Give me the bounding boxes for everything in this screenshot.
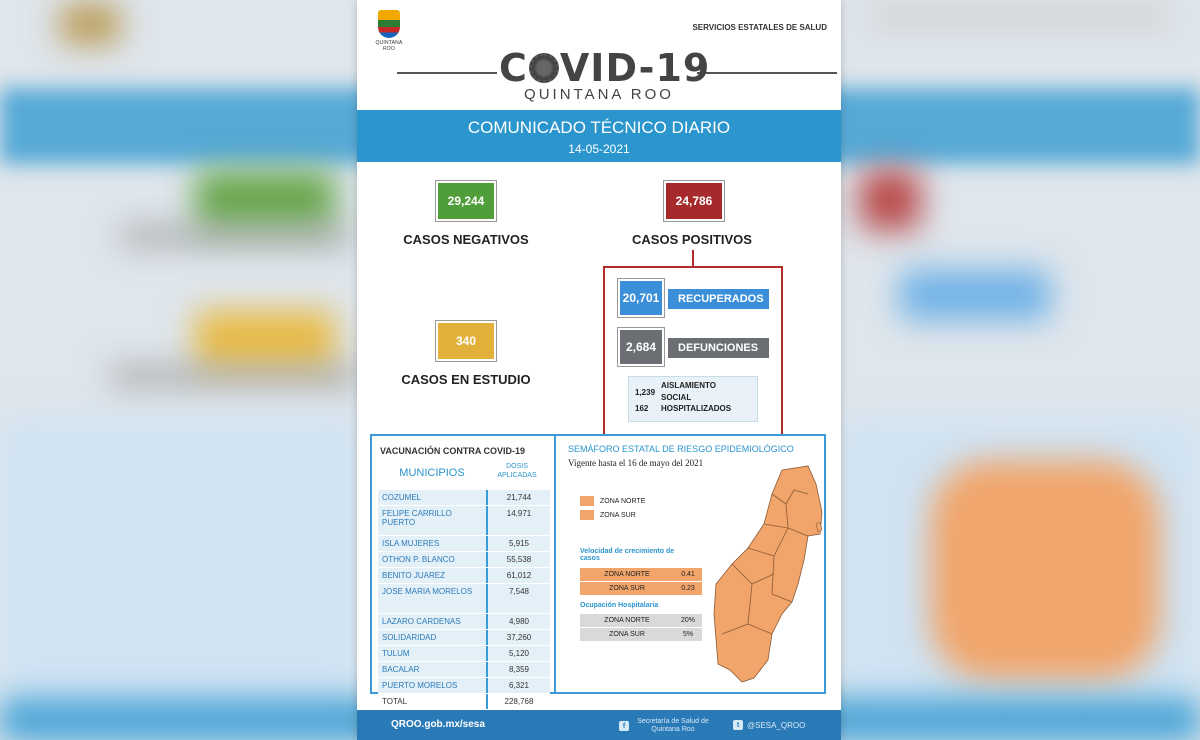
total-label: TOTAL xyxy=(378,694,486,709)
table-row xyxy=(378,678,550,694)
main-subtitle: QUINTANA ROO xyxy=(524,86,674,103)
vaccination-title: VACUNACIÓN CONTRA COVID-19 xyxy=(380,446,526,456)
dosis-cell: 6,321 xyxy=(486,678,550,693)
dosis-cell: 8,359 xyxy=(486,662,550,677)
table-row xyxy=(378,506,550,536)
dosis-cell: 37,260 xyxy=(486,630,550,645)
municipio-cell: SOLIDARIDAD xyxy=(378,630,486,645)
municipio-cell: BACALAR xyxy=(378,662,486,677)
dosis-cell: 55,538 xyxy=(486,552,550,567)
dosis-cell: 5,915 xyxy=(486,536,550,551)
total-row xyxy=(378,694,550,710)
dosis-header: DOSIS APLICADAS xyxy=(497,463,537,479)
dosis-cell: 61,012 xyxy=(486,568,550,583)
municipio-cell: ISLA MUJERES xyxy=(378,536,486,551)
municipio-cell: PUERTO MORELOS xyxy=(378,678,486,693)
connector-line xyxy=(692,250,694,266)
title-block xyxy=(357,44,841,104)
positive-cases-label: CASOS POSITIVOS xyxy=(632,232,752,247)
hospitalized-value: 162 xyxy=(635,404,649,413)
covid-bulletin xyxy=(357,0,841,740)
recovered-label: RECUPERADOS xyxy=(668,289,769,309)
hospitalized-label: HOSPITALIZADOS xyxy=(661,404,732,413)
dosis-cell: 14,971 xyxy=(486,506,550,535)
quintana-roo-map xyxy=(712,464,824,686)
recovered-card: 20,701 xyxy=(618,279,664,317)
municipio-cell: TULUM xyxy=(378,646,486,661)
legend-zona-sur: ZONA SUR xyxy=(580,510,636,520)
report-date: 14-05-2021 xyxy=(568,142,630,156)
table-row xyxy=(378,552,550,568)
table-row xyxy=(378,630,550,646)
municipios-header: MUNICIPIOS xyxy=(399,467,465,479)
facebook-link[interactable]: f Secretaría de Salud de Quintana Roo xyxy=(619,718,713,734)
negative-cases-card: 29,244 xyxy=(436,181,496,221)
facebook-icon: f xyxy=(619,721,629,731)
total-value: 228,768 xyxy=(486,694,550,709)
legend-zona-norte: ZONA NORTE xyxy=(580,496,645,506)
dosis-cell: 4,980 xyxy=(486,614,550,629)
semaforo-validity: Vigente hasta el 16 de mayo del 2021 xyxy=(568,458,704,468)
report-banner xyxy=(357,110,841,162)
semaforo-title: SEMÁFORO ESTATAL DE RIESGO EPIDEMIOLÓGICO xyxy=(568,444,794,454)
positive-cases-card: 24,786 xyxy=(664,181,724,221)
vaccination-header xyxy=(378,462,550,488)
table-row xyxy=(378,568,550,584)
dosis-cell: 7,548 xyxy=(486,584,550,613)
negative-cases-label: CASOS NEGATIVOS xyxy=(403,232,529,247)
cases-under-study-label: CASOS EN ESTUDIO xyxy=(401,372,531,387)
report-title: COMUNICADO TÉCNICO DIARIO xyxy=(467,118,731,137)
isolation-hospital-box xyxy=(628,376,758,422)
vaccination-table xyxy=(378,490,550,710)
growth-table: ZONA NORTE 0.41 ZONA SUR 0.23 xyxy=(580,568,702,596)
municipio-cell: BENITO JUAREZ xyxy=(378,568,486,583)
municipio-cell: FELIPE CARRILLO PUERTO xyxy=(378,506,486,535)
twitter-link[interactable]: t @SESA_QROO xyxy=(733,720,805,730)
table-row xyxy=(378,662,550,678)
isolation-label: AISLAMIENTO SOCIAL xyxy=(661,381,716,402)
website-link[interactable]: QROO.gob.mx/sesa xyxy=(391,719,485,730)
dosis-cell: 21,744 xyxy=(486,490,550,505)
main-title: C VID-19 xyxy=(499,46,711,90)
table-row xyxy=(378,584,550,614)
growth-title: Velocidad de crecimiento de casos xyxy=(580,548,675,562)
logo-text: QUINTANA ROO xyxy=(375,40,403,52)
table-row xyxy=(378,646,550,662)
footer xyxy=(357,710,841,740)
municipio-cell: OTHON P. BLANCO xyxy=(378,552,486,567)
coat-of-arms-icon xyxy=(378,10,400,38)
cases-under-study-card: 340 xyxy=(436,321,496,361)
table-row xyxy=(378,614,550,630)
virus-icon xyxy=(529,53,559,83)
twitter-icon: t xyxy=(733,720,743,730)
deaths-label: DEFUNCIONES xyxy=(668,338,769,358)
municipio-cell: JOSE MARIA MORELOS xyxy=(378,584,486,613)
occupancy-table: ZONA NORTE 20% ZONA SUR 5% xyxy=(580,614,702,642)
dosis-cell: 5,120 xyxy=(486,646,550,661)
isolation-value: 1,239 xyxy=(635,387,656,397)
municipio-cell: LAZARO CARDENAS xyxy=(378,614,486,629)
organization-name: SERVICIOS ESTATALES DE SALUD xyxy=(692,23,827,32)
deaths-card: 2,684 xyxy=(618,328,664,366)
table-row xyxy=(378,536,550,552)
municipio-cell: COZUMEL xyxy=(378,490,486,505)
vaccination-semaforo-panel xyxy=(370,434,826,706)
occupancy-title: Ocupación Hospitalaria xyxy=(580,602,659,609)
table-row xyxy=(378,490,550,506)
